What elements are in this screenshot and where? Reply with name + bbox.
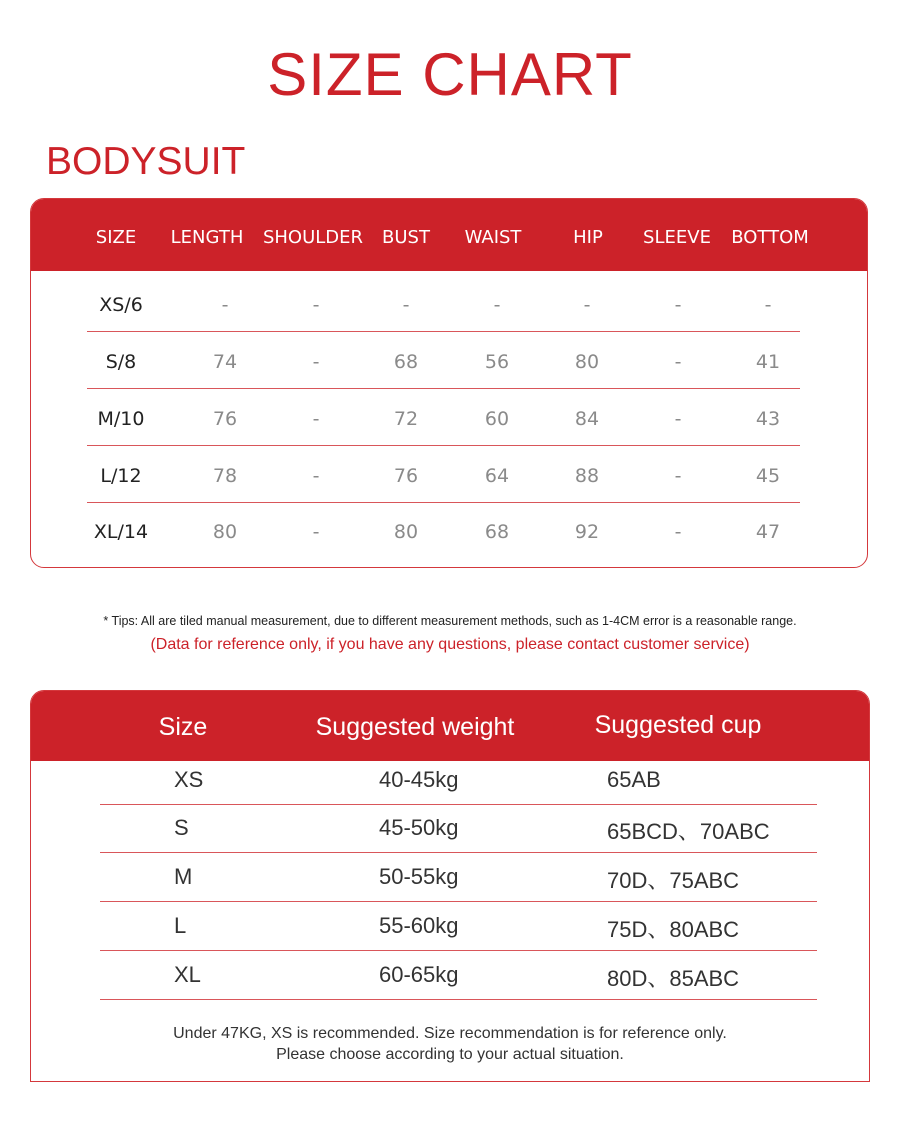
row-divider: [100, 950, 817, 951]
weight-table-header: [31, 691, 869, 761]
footer-line-1: Under 47KG, XS is recommended. Size recommendation is for reference only.: [173, 1025, 727, 1042]
header-waist: WAIST: [464, 227, 522, 248]
bottom-cell: 43: [755, 408, 781, 430]
hip-cell: 92: [574, 521, 600, 543]
length-cell: 80: [212, 521, 238, 543]
section-title: BODYSUIT: [46, 140, 246, 183]
header-suggested-cup: Suggested cup: [594, 711, 762, 739]
hip-cell: 88: [574, 465, 600, 487]
header-suggested-weight: Suggested weight: [315, 713, 515, 741]
table-row: [31, 757, 869, 805]
weight-recommendation-table: [30, 690, 870, 1082]
size-cell: L: [174, 913, 187, 938]
bodysuit-size-table: [30, 198, 868, 568]
bottom-cell: 45: [755, 465, 781, 487]
size-cell: M: [174, 864, 193, 889]
size-cell: L/12: [100, 465, 142, 487]
row-divider: [100, 852, 817, 853]
bottom-cell: -: [764, 294, 772, 316]
measurement-tips: * Tips: All are tiled manual measurement, due to different measurement methods, such as 1-4CM error is a reasonable range.: [103, 614, 797, 628]
hip-cell: 84: [574, 408, 600, 430]
weight-cell: 60-65kg: [379, 962, 459, 987]
row-divider: [100, 999, 817, 1000]
size-cell: S: [174, 815, 189, 840]
header-sleeve: SLEEVE: [643, 227, 711, 248]
waist-cell: 60: [484, 408, 510, 430]
cup-cell: 65BCD、70ABC: [607, 819, 770, 844]
waist-cell: 64: [484, 465, 510, 487]
weight-cell: 50-55kg: [379, 864, 459, 889]
header-size: SIZE: [95, 227, 137, 248]
header-hip: HIP: [573, 227, 603, 248]
table-row: [31, 333, 867, 389]
page-title: SIZE CHART: [267, 41, 633, 108]
header-shoulder: SHOULDER: [262, 227, 364, 248]
weight-cell: 55-60kg: [379, 913, 459, 938]
shoulder-cell: -: [312, 351, 320, 373]
cup-cell: 65AB: [607, 767, 661, 792]
sleeve-cell: -: [674, 408, 682, 430]
row-divider: [87, 445, 800, 446]
table-row: [31, 447, 867, 503]
hip-cell: -: [583, 294, 591, 316]
reference-note: (Data for reference only, if you have any questions, please contact customer service): [150, 636, 750, 653]
size-cell: XL: [174, 962, 201, 987]
waist-cell: -: [493, 294, 501, 316]
header-size: Size: [158, 713, 208, 741]
size-cell: XL/14: [93, 521, 149, 543]
row-divider: [100, 901, 817, 902]
table-row: [31, 903, 869, 951]
row-divider: [87, 331, 800, 332]
table-row: [31, 390, 867, 446]
length-cell: 78: [212, 465, 238, 487]
bottom-cell: 41: [755, 351, 781, 373]
weight-cell: 45-50kg: [379, 815, 459, 840]
length-cell: -: [221, 294, 229, 316]
sleeve-cell: -: [674, 465, 682, 487]
row-divider: [87, 388, 800, 389]
recommendation-footer: [31, 1023, 869, 1065]
size-cell: XS/6: [99, 294, 143, 316]
bust-cell: 80: [393, 521, 419, 543]
sleeve-cell: -: [674, 521, 682, 543]
header-length: LENGTH: [170, 227, 244, 248]
table-row: [31, 952, 869, 1000]
footer-line-2: Please choose according to your actual situation.: [276, 1046, 624, 1063]
table-row: [31, 854, 869, 902]
cup-cell: 70D、75ABC: [607, 868, 740, 893]
table-row: [31, 503, 867, 559]
sleeve-cell: -: [674, 351, 682, 373]
length-cell: 74: [212, 351, 238, 373]
header-bottom: BOTTOM: [731, 227, 809, 248]
shoulder-cell: -: [312, 294, 320, 316]
sleeve-cell: -: [674, 294, 682, 316]
bust-cell: 76: [393, 465, 419, 487]
cup-cell: 75D、80ABC: [607, 917, 740, 942]
size-cell: XS: [174, 767, 204, 792]
table-row: [31, 276, 867, 332]
shoulder-cell: -: [312, 465, 320, 487]
bust-cell: 72: [393, 408, 419, 430]
bottom-cell: 47: [755, 521, 781, 543]
bust-cell: 68: [393, 351, 419, 373]
length-cell: 76: [212, 408, 238, 430]
waist-cell: 68: [484, 521, 510, 543]
cup-cell: 80D、85ABC: [607, 966, 740, 991]
table-row: [31, 805, 869, 853]
waist-cell: 56: [484, 351, 510, 373]
bodysuit-table-header: [31, 199, 867, 271]
size-cell: M/10: [97, 408, 145, 430]
weight-cell: 40-45kg: [379, 767, 459, 792]
size-cell: S/8: [105, 351, 137, 373]
bust-cell: -: [402, 294, 410, 316]
header-bust: BUST: [382, 227, 430, 248]
shoulder-cell: -: [312, 521, 320, 543]
hip-cell: 80: [574, 351, 600, 373]
shoulder-cell: -: [312, 408, 320, 430]
